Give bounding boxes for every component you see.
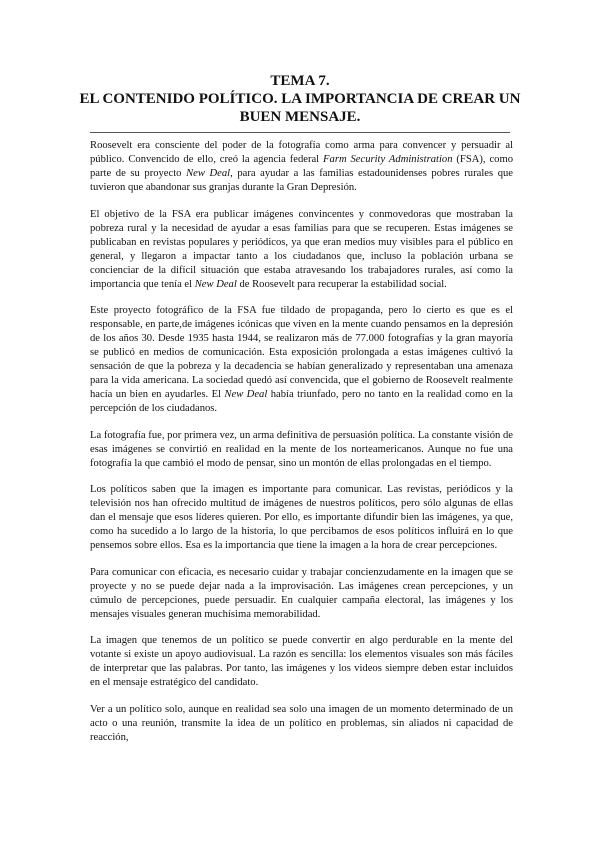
title-line-1: TEMA 7.: [270, 73, 330, 89]
paragraph-1-text-a: Roosevelt era consciente del poder de la fotografía como arma para convencer y persuadir al público. Convencido de ello, creó la agencia federal: [90, 140, 513, 165]
paragraph-1-text-c: , para ayudar a las familias estadounidenses pobres rurales que tuvieron que abandonar sus granjas durante la Gran Depresión.: [90, 168, 513, 193]
paragraph-8: Ver a un político solo, aunque en realidad sea solo una imagen de un momento determinado de un acto o una reunión, transmite la idea de un político en problemas, sin aliados ni capacidad de reacción,: [90, 703, 513, 743]
paragraph-3-text-b: había triunfado, pero no tanto en la realidad como en la percepción de los ciudadanos.: [90, 389, 513, 414]
paragraph-4: La fotografía fue, por primera vez, un arma definitiva de persuasión política. La constante visión de esas imágenes se convirtió en realidad en la mente de los norteamericanos. Aunque no fue una fotografía la que cambió el modo de pensar, sino un montón de ellas prolongadas en el tiempo.: [90, 429, 513, 469]
page-title: [60, 72, 540, 126]
paragraph-1-italic-b: New Deal: [186, 168, 231, 179]
title-line-3: BUEN MENSAJE.: [239, 109, 361, 125]
paragraph-3-text-a: Este proyecto fotográfico de la FSA fue tildado de propaganda, pero lo cierto es que es el responsable, en parte,de imágenes icónicas que viven en la mente cuando pensamos en la depresión de los años 30. Desde 1935 hasta 1944, se realizaron más de 77.000 fotografías y la gran mayoría se publicó en medios de comunicación. Esta exposición prolongada a estas imágenes cultivó la sensación de que la pobreza y la decadencia se habían generalizado y representaban una amenaza para la vida americana. La sociedad quedó así convencida, que el gobierno de Roosevelt realmente hacía un bien en ayudarles. El: [90, 305, 513, 400]
paragraph-7: La imagen que tenemos de un político se puede convertir en algo perdurable en la mente del votante si existe un apoyo audiovisual. La razón es sencilla: los elementos visuales son más fáciles de interpretar que las palabras. Por tanto, las imágenes y los videos siempre deben estar incluidos en el mensaje estratégico del candidato.: [90, 635, 513, 688]
paragraph-5: Los políticos saben que la imagen es importante para comunicar. Las revistas, periódicos y la televisión nos han ofrecido multitud de imágenes de nuestros políticos, pero sólo algunas de ellas dan el mensaje que esos líderes quieren. Por ello, es importante difundir bien las imágenes, ya que, como ha sucedido a lo largo de la historia, lo que percibamos de esos políticos influirá en lo que pensemos sobre ellos. Esa es la importancia que tiene la imagen a la hora de crear percepciones.: [90, 484, 513, 551]
document-body: [90, 139, 513, 757]
paragraph-2-text-b: de Roosevelt para recuperar la estabilidad social.: [236, 278, 447, 290]
paragraph-3-italic-a: New Deal: [224, 389, 268, 400]
paragraph-1-text-b: (FSA), como parte de su proyecto: [90, 154, 513, 179]
paragraph-3: [90, 304, 513, 416]
paragraph-2-italic-a: New Deal: [194, 278, 237, 290]
paragraph-1: [90, 139, 513, 195]
title-divider: [90, 132, 510, 133]
paragraph-1-italic-a: Farm Security Administration: [323, 154, 453, 165]
paragraph-2: [90, 208, 513, 292]
title-line-2: EL CONTENIDO POLÍTICO. LA IMPORTANCIA DE CREAR UN: [79, 91, 521, 107]
paragraph-6: Para comunicar con eficacia, es necesario cuidar y trabajar concienzudamente en la imagen que se proyecte y no se puede dejar nada a la improvisación. Las imágenes crean percepciones, y un cúmulo de percepciones, puede persuadir. En cualquier campaña electoral, las imágenes y los mensajes visuales generan muchísima memorabilidad.: [90, 566, 513, 620]
paragraph-2-text-a: El objetivo de la FSA era publicar imágenes convincentes y conmovedoras que mostraban la pobreza rural y la necesidad de ayudar a esas familias para que se recuperen. Estas imágenes se publicaban en revistas populares y periódicos, ya que eran medios muy visibles para el público en general, y llegaron a impactar tanto a los ciudadanos que, incluso la población urbana se concienciar de la difícil situación que estaba atravesando los trabajadores rurales, así como la importancia que tenía el: [90, 208, 513, 290]
